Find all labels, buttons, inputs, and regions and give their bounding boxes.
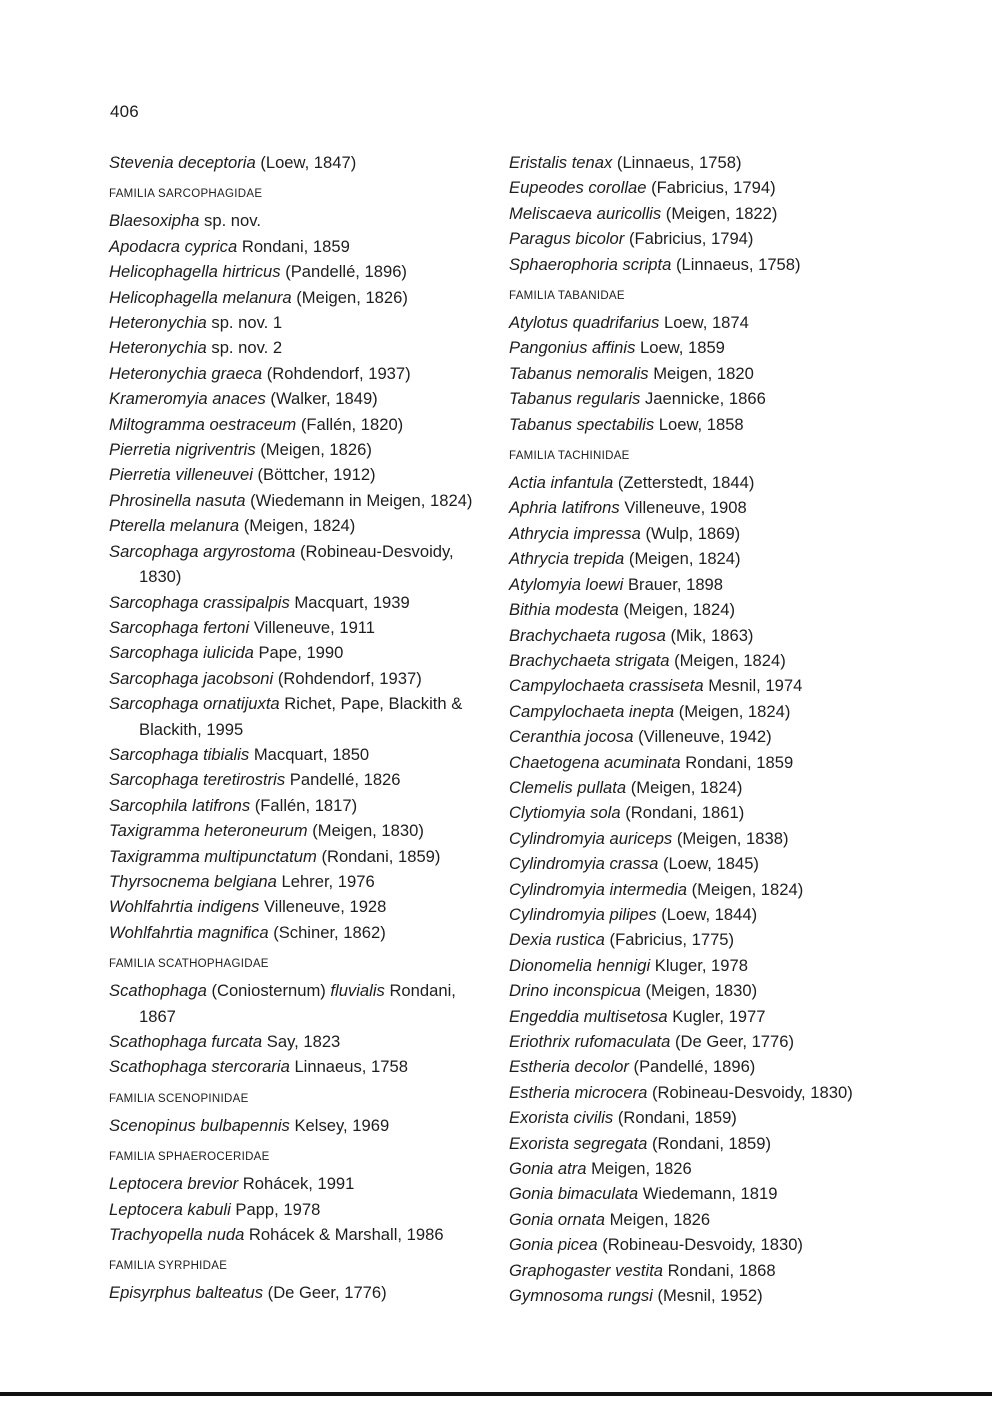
- author-citation: (Robineau-Desvoidy, 1830): [651, 1082, 853, 1102]
- taxon-name: Thyrsocnema belgiana: [109, 871, 277, 891]
- species-entry: [509, 226, 869, 251]
- author-citation: Kugler, 1977: [672, 1006, 766, 1026]
- author-citation: Meigen, 1826: [609, 1209, 711, 1229]
- taxon-name: Helicophagella hirtricus: [109, 262, 281, 282]
- species-entry: [509, 826, 869, 851]
- species-entry: [509, 775, 869, 800]
- author-citation: Say, 1823: [266, 1032, 341, 1051]
- taxon-name: Exorista civilis: [509, 1108, 614, 1128]
- taxon-name: Cylindromyia crassa: [509, 854, 659, 874]
- taxon-name: Pangonius affinis: [509, 338, 636, 358]
- species-entry: [109, 462, 479, 487]
- author-citation: Mesnil, 1974: [708, 676, 803, 696]
- taxon-name: Estheria microcera: [509, 1082, 648, 1102]
- taxon-name: Stevenia deceptoria: [109, 153, 256, 172]
- species-entry: [109, 234, 479, 259]
- author-citation: Meigen, 1826: [591, 1159, 692, 1179]
- author-citation: (Loew, 1847): [260, 153, 357, 172]
- author-citation: Kluger, 1978: [654, 955, 748, 975]
- species-entry: [509, 851, 869, 876]
- taxon-name: Bithia modesta: [509, 600, 619, 620]
- taxon-name: Clemelis pullata: [509, 777, 627, 797]
- taxon-name: Cylindromyia pilipes: [509, 904, 657, 924]
- author-citation: Brauer, 1898: [627, 574, 724, 594]
- family-heading: FAMILIA SARCOPHAGIDAE: [109, 188, 263, 201]
- species-entry: [109, 1029, 479, 1054]
- author-citation: (Rondani, 1861): [625, 803, 745, 823]
- species-entry: [109, 844, 479, 869]
- species-entry: [509, 902, 869, 927]
- taxon-name: Campylochaeta crassiseta: [509, 676, 704, 696]
- author-citation: sp. nov. 2: [211, 338, 283, 358]
- taxon-name: Paragus bicolor: [509, 229, 625, 249]
- species-entry: [109, 1113, 479, 1138]
- species-entry: [109, 767, 479, 792]
- author-citation: Kelsey, 1969: [294, 1115, 390, 1135]
- author-citation: Loew, 1874: [663, 313, 749, 333]
- taxon-name: Cylindromyia auriceps: [509, 828, 673, 848]
- species-entry: [109, 335, 479, 360]
- taxon-name: Gonia picea: [509, 1235, 598, 1255]
- taxon-name: Heteronychia graeca: [109, 363, 263, 383]
- taxon-name: Tabanus regularis: [509, 389, 641, 409]
- author-citation: Rondani, 1867: [139, 981, 456, 1026]
- taxon-name: Phrosinella nasuta: [109, 490, 246, 510]
- taxon-name: Gonia bimaculata: [509, 1184, 639, 1204]
- author-citation: (Fallén, 1820): [300, 414, 404, 434]
- taxon-name: Sarcophaga crassipalpis: [109, 592, 290, 612]
- species-entry: [109, 1197, 479, 1222]
- taxon-name: Sarcophaga iulicida: [109, 643, 254, 663]
- taxon-name: Dionomelia hennigi: [509, 955, 651, 975]
- author-citation: Pandellé, 1826: [289, 770, 401, 790]
- taxon-name: Krameromyia anaces: [109, 389, 266, 409]
- species-entry: [109, 310, 479, 335]
- author-citation: Rohácek, 1991: [242, 1174, 355, 1194]
- taxon-name: Scathophaga: [109, 981, 207, 1001]
- taxon-name: Apodacra cyprica: [109, 236, 238, 256]
- family-heading: FAMILIA SCATHOPHAGIDAE: [109, 958, 269, 971]
- species-entry: [109, 615, 479, 640]
- author-citation: (Meigen, 1824): [630, 777, 743, 797]
- species-entry: [509, 361, 869, 386]
- author-citation: Papp, 1978: [235, 1199, 321, 1219]
- author-citation: (Robineau-Desvoidy, 1830): [602, 1235, 803, 1255]
- taxon-name: Sphaerophoria scripta: [509, 254, 672, 274]
- species-entry: [509, 1181, 869, 1206]
- taxon-name: Meliscaeva auricollis: [509, 203, 662, 223]
- species-entry: [109, 150, 479, 175]
- author-citation: (Meigen, 1824): [623, 600, 736, 620]
- author-citation: Lehrer, 1976: [281, 871, 375, 891]
- author-citation: Villeneuve, 1928: [263, 897, 387, 917]
- species-entry: [109, 259, 479, 284]
- species-entry: [109, 640, 479, 665]
- species-entry: [509, 572, 869, 597]
- species-entry: [509, 927, 869, 952]
- species-entry: [509, 1004, 869, 1029]
- taxon-name: fluvialis: [330, 981, 385, 1001]
- author-citation: (Rondani, 1859): [651, 1133, 771, 1153]
- species-entry: [509, 335, 869, 360]
- author-citation: sp. nov. 1: [211, 313, 283, 333]
- species-entry: [109, 539, 479, 590]
- taxon-name: Miltogramma oestraceum: [109, 414, 297, 434]
- species-entry: [109, 793, 479, 818]
- species-entry: [509, 978, 869, 1003]
- species-entry: [509, 1080, 869, 1105]
- taxon-name: Tabanus nemoralis: [509, 363, 649, 383]
- species-entry: [109, 513, 479, 538]
- species-entry: [509, 1232, 869, 1257]
- taxon-name: Clytiomyia sola: [509, 803, 621, 823]
- author-citation: Meigen, 1820: [653, 363, 754, 383]
- species-entry: [509, 495, 869, 520]
- taxon-name: Atylomyia loewi: [509, 574, 624, 594]
- author-citation: (Meigen, 1824): [674, 650, 786, 670]
- species-entry: [509, 1156, 869, 1181]
- taxon-name: Wohlfahrtia indigens: [109, 897, 260, 917]
- author-citation: (Fabricius, 1794): [651, 178, 776, 198]
- taxon-name: Sarcophaga ornatijuxta: [109, 694, 280, 714]
- species-entry: [509, 597, 869, 622]
- author-citation: Macquart, 1850: [253, 744, 370, 764]
- author-citation: (Meigen, 1824): [243, 516, 356, 536]
- species-entry: [509, 1283, 869, 1308]
- taxon-name: Campylochaeta inepta: [509, 701, 675, 721]
- author-citation: Wiedemann, 1819: [642, 1184, 778, 1204]
- family-heading: FAMILIA TACHINIDAE: [509, 450, 630, 463]
- taxon-name: Tabanus spectabilis: [509, 414, 655, 434]
- taxon-name: Sarcophaga tibialis: [109, 744, 250, 764]
- author-citation: (Meigen, 1830): [645, 981, 758, 1001]
- author-citation: (Walker, 1849): [270, 389, 378, 409]
- taxon-name: Graphogaster vestita: [509, 1260, 664, 1280]
- taxon-name: Eriothrix rufomaculata: [509, 1032, 671, 1051]
- author-citation: (Pandellé, 1896): [633, 1057, 756, 1077]
- species-entry: [109, 361, 479, 386]
- author-citation: Jaennicke, 1866: [644, 389, 766, 409]
- author-citation: (Wiedemann in Meigen, 1824): [250, 490, 473, 510]
- species-entry: [509, 412, 869, 437]
- taxon-name: Sarcophila latifrons: [109, 795, 251, 815]
- species-entry: [509, 877, 869, 902]
- species-entry: [509, 1258, 869, 1283]
- taxon-name: Brachychaeta rugosa: [509, 625, 666, 645]
- taxon-name: Brachychaeta strigata: [509, 650, 670, 670]
- author-citation: (Robineau-Desvoidy, 1830): [139, 541, 454, 587]
- author-citation: Villeneuve, 1911: [253, 617, 376, 637]
- species-entry: [509, 953, 869, 978]
- author-citation: (Coniosternum): [211, 981, 331, 1001]
- species-entry: [509, 521, 869, 546]
- author-citation: (Zetterstedt, 1844): [617, 473, 755, 493]
- author-citation: (Linnaeus, 1758): [616, 153, 742, 172]
- taxon-name: Athrycia impressa: [509, 523, 641, 543]
- taxon-name: Gymnosoma rungsi: [509, 1286, 653, 1306]
- species-entry: [109, 920, 479, 945]
- author-citation: (Fabricius, 1775): [609, 930, 735, 950]
- left-column: [109, 150, 479, 1306]
- taxon-name: Sarcophaga fertoni: [109, 617, 250, 637]
- taxon-name: Actia infantula: [509, 473, 614, 493]
- species-entry: [109, 412, 479, 437]
- species-entry: [509, 724, 869, 749]
- species-entry: [509, 1029, 869, 1054]
- author-citation: Rondani, 1868: [667, 1260, 776, 1280]
- author-citation: (De Geer, 1776): [675, 1032, 795, 1051]
- author-citation: Rondani, 1859: [241, 236, 350, 256]
- taxon-name: Pterella melanura: [109, 516, 240, 536]
- taxon-name: Taxigramma heteroneurum: [109, 821, 308, 841]
- taxon-name: Blaesoxipha: [109, 211, 200, 231]
- taxon-name: Aphria latifrons: [509, 498, 620, 518]
- taxon-name: Cylindromyia intermedia: [509, 879, 687, 899]
- author-citation: (Rondani, 1859): [321, 846, 441, 866]
- taxon-name: Heteronychia: [109, 313, 207, 333]
- page-number: 406: [110, 102, 139, 121]
- taxon-name: Eristalis tenax: [509, 153, 613, 172]
- taxon-name: Pierretia nigriventris: [109, 440, 256, 460]
- species-entry: [109, 488, 479, 513]
- taxon-name: Leptocera brevior: [109, 1174, 239, 1194]
- species-entry: [509, 150, 869, 175]
- author-citation: Pape, 1990: [258, 643, 344, 663]
- author-citation: Rohácek & Marshall, 1986: [248, 1225, 444, 1245]
- taxon-name: Scathophaga stercoraria: [109, 1057, 290, 1077]
- author-citation: (Meigen, 1826): [260, 440, 372, 460]
- author-citation: sp. nov.: [204, 211, 261, 231]
- taxon-name: Sarcophaga jacobsoni: [109, 668, 274, 688]
- author-citation: (Meigen, 1838): [676, 828, 789, 848]
- species-entry: [509, 1105, 869, 1130]
- author-citation: (Mesnil, 1952): [657, 1286, 763, 1306]
- species-entry: [509, 175, 869, 200]
- taxon-name: Scenopinus bulbapennis: [109, 1115, 290, 1135]
- species-entry: [109, 978, 479, 1029]
- taxon-name: Trachyopella nuda: [109, 1225, 245, 1245]
- author-citation: (Pandellé, 1896): [285, 262, 407, 282]
- species-entry: [509, 1054, 869, 1079]
- author-citation: (De Geer, 1776): [267, 1283, 387, 1303]
- taxon-name: Athrycia trepida: [509, 549, 625, 569]
- author-citation: (Loew, 1844): [661, 904, 758, 924]
- taxon-name: Exorista segregata: [509, 1133, 648, 1153]
- author-citation: (Böttcher, 1912): [257, 465, 376, 485]
- taxon-name: Drino inconspicua: [509, 981, 641, 1001]
- author-citation: (Fabricius, 1794): [628, 229, 754, 249]
- author-citation: (Meigen, 1824): [691, 879, 804, 899]
- taxon-name: Ceranthia jocosa: [509, 727, 634, 747]
- author-citation: (Meigen, 1826): [296, 287, 408, 307]
- author-citation: (Rohdendorf, 1937): [266, 363, 411, 383]
- author-citation: Loew, 1859: [640, 338, 725, 358]
- species-entry: [509, 673, 869, 698]
- author-citation: (Rohdendorf, 1937): [277, 668, 422, 688]
- taxon-name: Scathophaga furcata: [109, 1032, 263, 1051]
- species-entry: [509, 750, 869, 775]
- species-entry: [109, 208, 479, 233]
- taxon-name: Sarcophaga argyrostoma: [109, 541, 296, 561]
- taxon-name: Estheria decolor: [509, 1057, 629, 1077]
- author-citation: Rondani, 1859: [685, 752, 794, 772]
- author-citation: (Rondani, 1859): [617, 1108, 737, 1128]
- species-entry: [509, 201, 869, 226]
- author-citation: (Meigen, 1822): [665, 203, 778, 223]
- taxon-name: Heteronychia: [109, 338, 207, 358]
- taxon-name: Leptocera kabuli: [109, 1199, 231, 1219]
- species-entry: [109, 666, 479, 691]
- species-entry: [509, 1207, 869, 1232]
- species-entry: [109, 742, 479, 767]
- bottom-rule: [0, 1392, 992, 1396]
- author-citation: Richet, Pape, Blackith & Blackith, 1995: [139, 694, 463, 739]
- taxon-name: Gonia ornata: [509, 1209, 605, 1229]
- species-entry: [109, 818, 479, 843]
- species-entry: [509, 800, 869, 825]
- family-heading: FAMILIA SYRPHIDAE: [109, 1260, 228, 1273]
- taxon-name: Wohlfahrtia magnifica: [109, 922, 269, 942]
- author-citation: (Linnaeus, 1758): [675, 254, 801, 274]
- species-entry: [509, 470, 869, 495]
- author-citation: Villeneuve, 1908: [624, 498, 747, 518]
- author-citation: (Villeneuve, 1942): [638, 727, 772, 747]
- species-entry: [109, 1054, 479, 1079]
- taxon-name: Gonia atra: [509, 1159, 587, 1179]
- species-entry: [109, 894, 479, 919]
- taxon-name: Taxigramma multipunctatum: [109, 846, 317, 866]
- taxon-name: Eupeodes corollae: [509, 178, 647, 198]
- species-entry: [109, 869, 479, 894]
- author-citation: Macquart, 1939: [294, 592, 410, 612]
- author-citation: (Schiner, 1862): [273, 922, 386, 942]
- species-entry: [509, 648, 869, 673]
- species-entry: [509, 623, 869, 648]
- author-citation: (Meigen, 1830): [312, 821, 424, 841]
- author-citation: (Loew, 1845): [663, 854, 759, 874]
- species-entry: [109, 1222, 479, 1247]
- species-entry: [109, 386, 479, 411]
- author-citation: (Fallén, 1817): [254, 795, 358, 815]
- species-entry: [509, 546, 869, 571]
- taxon-name: Pierretia villeneuvei: [109, 465, 253, 485]
- species-entry: [509, 699, 869, 724]
- author-citation: (Meigen, 1824): [678, 701, 791, 721]
- species-entry: [109, 1280, 479, 1305]
- taxon-name: Sarcophaga teretirostris: [109, 770, 286, 790]
- taxon-name: Helicophagella melanura: [109, 287, 292, 307]
- species-entry: [109, 590, 479, 615]
- species-entry: [109, 285, 479, 310]
- family-heading: FAMILIA TABANIDAE: [509, 290, 625, 303]
- species-entry: [109, 1171, 479, 1196]
- taxon-name: Atylotus quadrifarius: [509, 313, 660, 333]
- family-heading: FAMILIA SCENOPINIDAE: [109, 1092, 249, 1105]
- right-column: [509, 150, 869, 1308]
- author-citation: (Wulp, 1869): [645, 523, 741, 543]
- author-citation: (Mik, 1863): [670, 625, 754, 645]
- author-citation: Loew, 1858: [658, 414, 744, 434]
- author-citation: (Meigen, 1824): [628, 549, 741, 569]
- family-heading: FAMILIA SPHAEROCERIDAE: [109, 1151, 270, 1164]
- species-entry: [509, 386, 869, 411]
- species-entry: [509, 252, 869, 277]
- species-entry: [509, 310, 869, 335]
- taxon-name: Chaetogena acuminata: [509, 752, 681, 772]
- taxon-name: Engeddia multisetosa: [509, 1006, 668, 1026]
- author-citation: Linnaeus, 1758: [294, 1057, 408, 1077]
- species-entry: [509, 1131, 869, 1156]
- taxon-name: Episyrphus balteatus: [109, 1283, 264, 1303]
- species-entry: [109, 437, 479, 462]
- taxon-name: Dexia rustica: [509, 930, 605, 950]
- species-entry: [109, 691, 479, 742]
